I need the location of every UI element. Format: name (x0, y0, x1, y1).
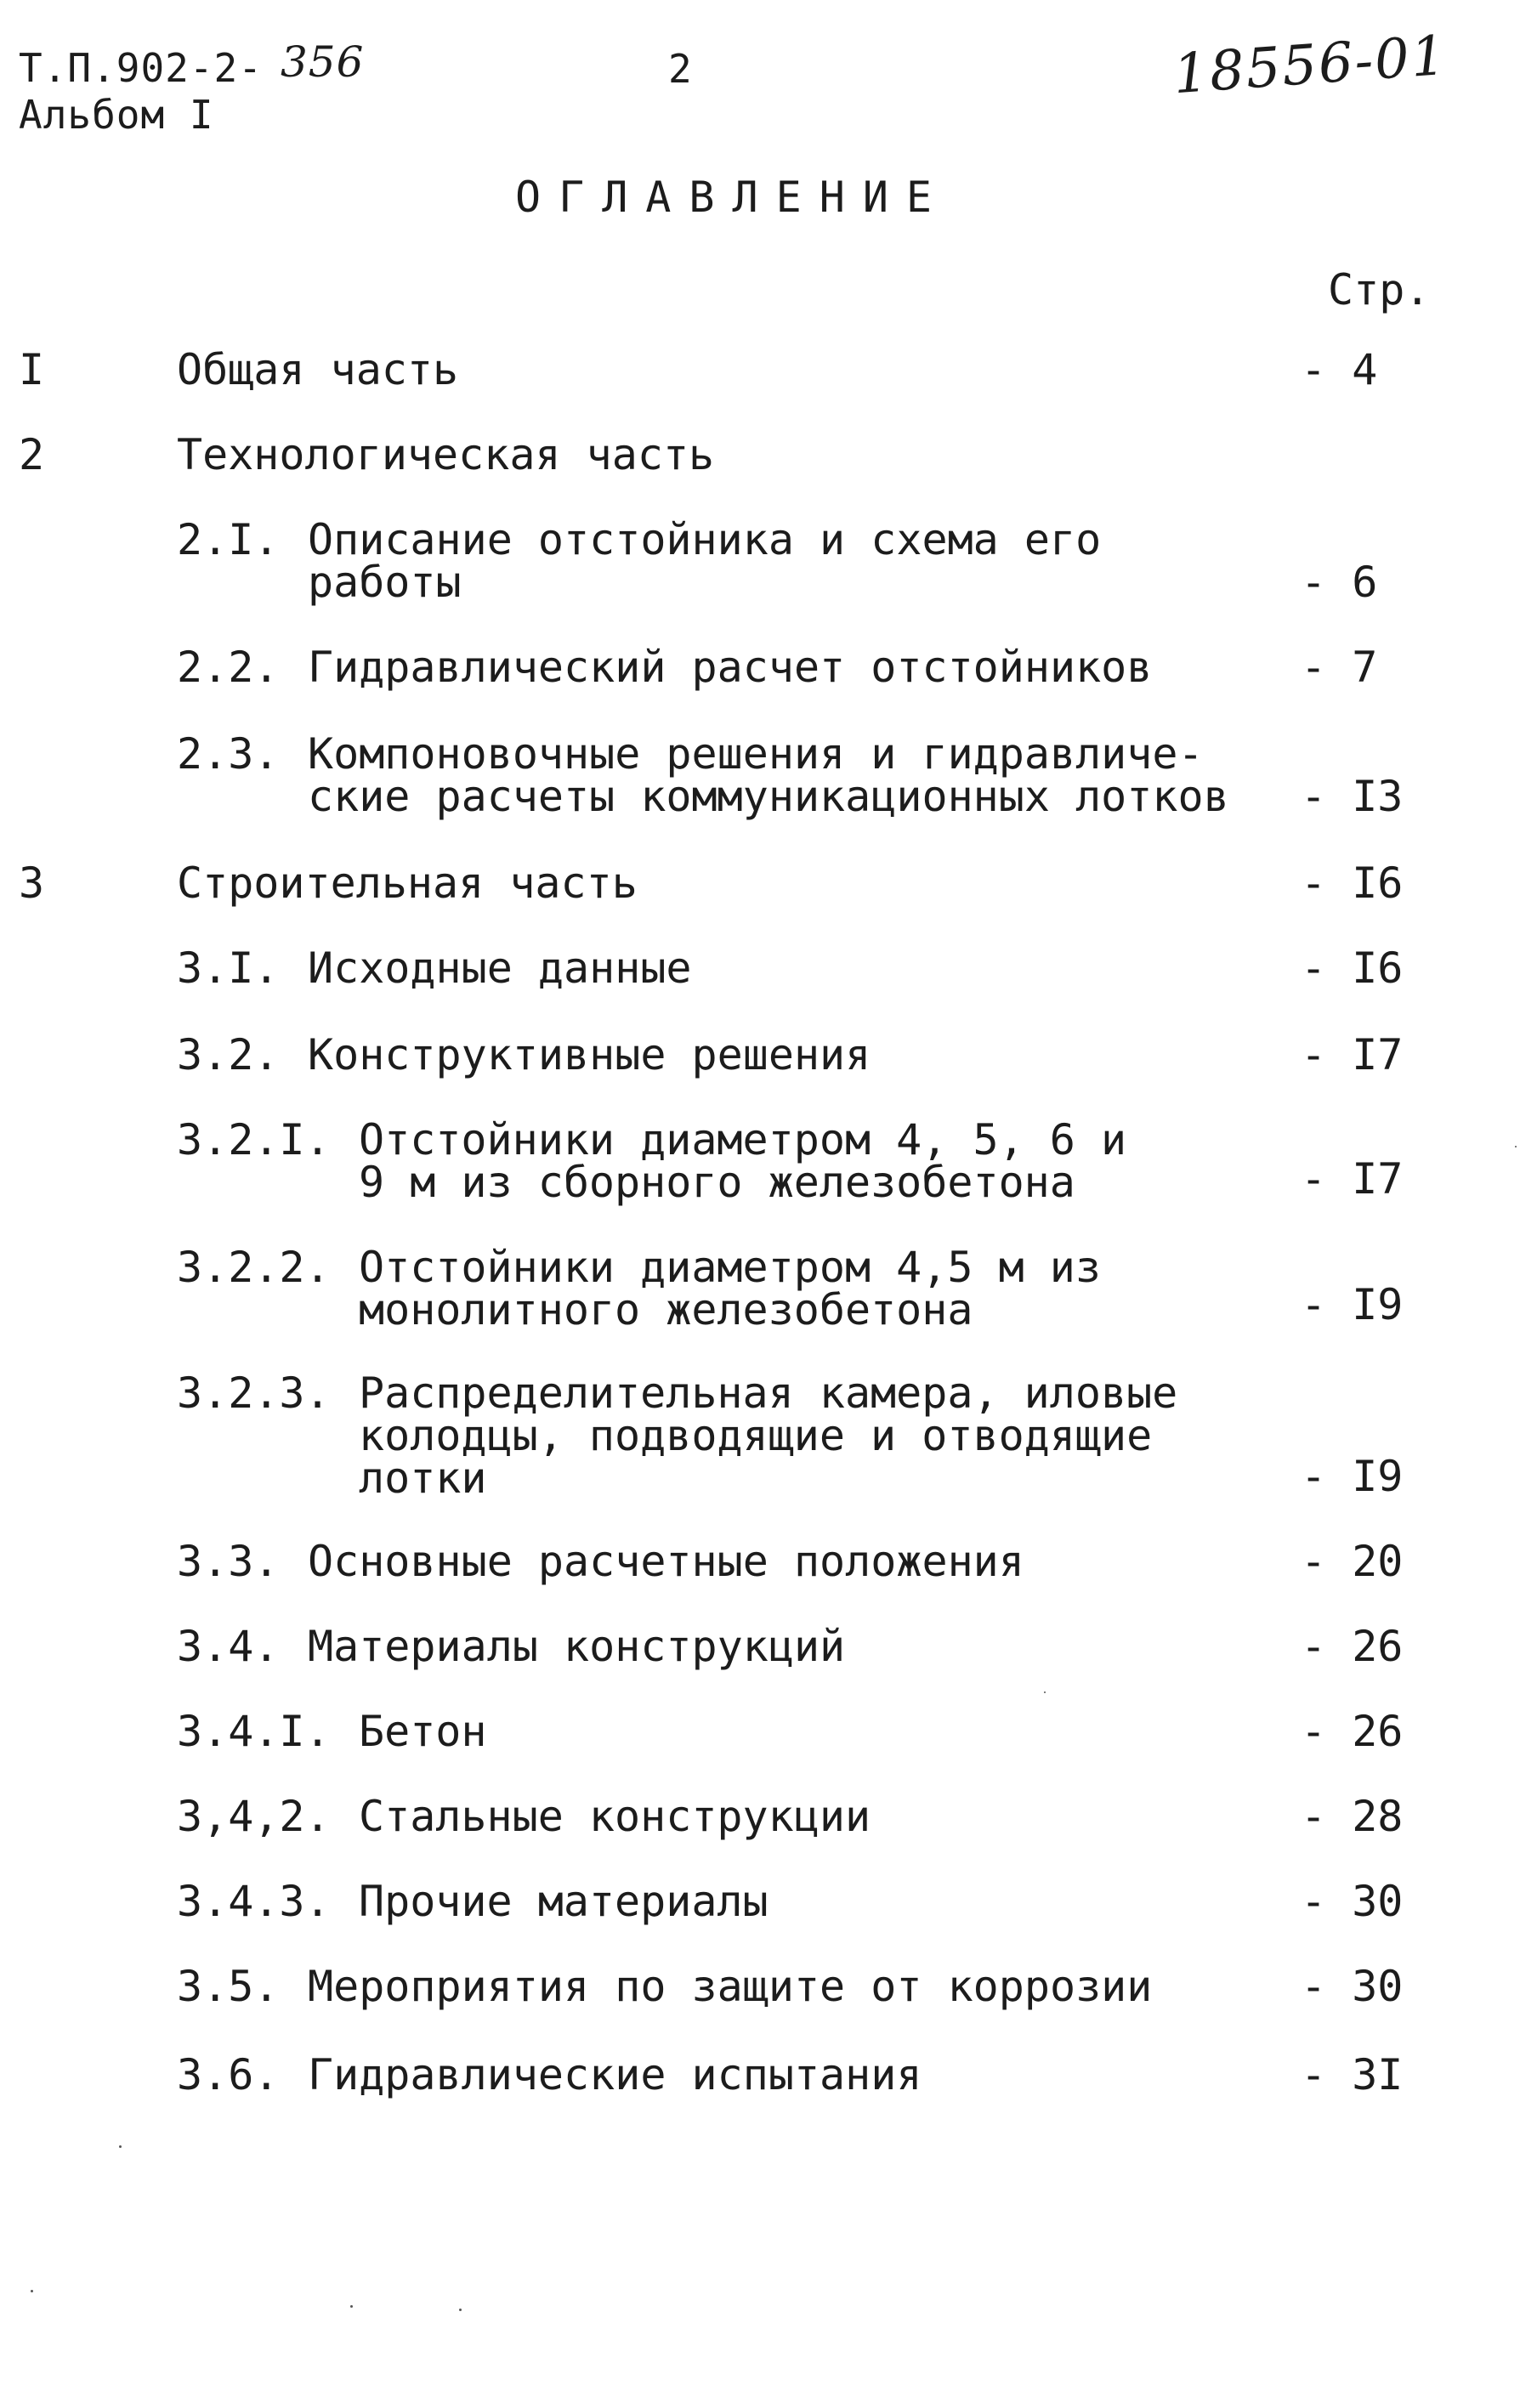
toc-entry-title-line: 9 м из сборного железобетона (359, 1158, 1075, 1207)
toc-entry-page: - 7 (1301, 643, 1378, 692)
toc-entry-number: 3.5. (177, 1962, 280, 2011)
toc-entry-title-line: Отстойники диаметром 4,5 м из (359, 1243, 1101, 1292)
toc-entry-number: 3.4.3. (177, 1877, 331, 1926)
toc-entry-title (359, 1115, 1127, 1207)
toc-entry-number: I (19, 345, 45, 394)
toc-entry-title (308, 943, 692, 993)
toc-entry-title-line: Гидравлический расчет отстойников (308, 643, 1153, 692)
toc-entry-number: 2.2. (177, 643, 280, 692)
toc-entry-title-line: Описание отстойника и схема его (308, 515, 1102, 564)
toc-entry-title-line: Основные расчетные положения (308, 1537, 1024, 1586)
toc-entry-title (177, 345, 459, 394)
page-number: 2 (668, 46, 693, 92)
toc-entry-number: 3 (19, 858, 45, 908)
toc-entry-number: 3.3. (177, 1537, 280, 1586)
toc-entry-page: - 26 (1301, 1622, 1404, 1671)
toc-entry-title-line: Исходные данные (308, 943, 692, 993)
toc-entry-title-line: Конструктивные решения (308, 1030, 871, 1079)
toc-entry-title (359, 1707, 487, 1756)
document-code: Т.П.902-2- (19, 45, 263, 91)
toc-entry-title-line: Мероприятия по защите от коррозии (308, 1962, 1153, 2011)
scan-speck (1515, 1146, 1517, 1147)
toc-entry-number: 3.4.I. (177, 1707, 331, 1756)
toc-entry-title (359, 1243, 1101, 1334)
scan-speck (1044, 1691, 1046, 1693)
scan-speck (119, 2145, 122, 2148)
toc-entry-page: - 6 (1301, 558, 1378, 607)
toc-entry-title (308, 1622, 846, 1671)
toc-entry-page: - I9 (1301, 1452, 1404, 1501)
toc-entry-title-line: монолитного железобетона (359, 1285, 973, 1334)
toc-entry-title-line: работы (308, 558, 462, 607)
toc-entry-title-line: Строительная часть (177, 858, 638, 908)
toc-entry-number: 3.2.I. (177, 1115, 331, 1164)
toc-entry-title-line: Распределительная камера, иловые (359, 1368, 1178, 1418)
toc-entry-title (359, 1368, 1178, 1503)
toc-entry-title-line: Гидравлические испытания (308, 2050, 922, 2099)
toc-entry-page: - 30 (1301, 1962, 1404, 2011)
toc-entry-number: 3.4. (177, 1622, 280, 1671)
toc-entry-title-line: Бетон (359, 1707, 487, 1756)
toc-entry-title-line: колодцы, подводящие и отводящие (359, 1411, 1153, 1460)
toc-entry-title (308, 2050, 922, 2099)
toc-entry-title (308, 515, 1102, 607)
toc-entry-number: 3.6. (177, 2050, 280, 2099)
toc-entry-title (177, 430, 715, 479)
toc-entry-number: 2.I. (177, 515, 280, 564)
toc-entry-title-line: лотки (359, 1453, 487, 1503)
toc-entry-title-line: Прочие материалы (359, 1877, 768, 1926)
toc-entry-number: 3.2.2. (177, 1243, 331, 1292)
toc-entry-title (308, 1030, 871, 1079)
toc-entry-number: 3,4,2. (177, 1792, 331, 1841)
toc-entry-title-line: Отстойники диаметром 4, 5, 6 и (359, 1115, 1127, 1164)
toc-entry-page: - I6 (1301, 858, 1404, 908)
toc-entry-title (308, 1537, 1024, 1586)
toc-entry-number: 3.2. (177, 1030, 280, 1079)
toc-entry-number: 3.I. (177, 943, 280, 993)
toc-entry-page: - I7 (1301, 1030, 1404, 1079)
toc-entry-title (308, 729, 1229, 821)
toc-entry-title-line: Материалы конструкций (308, 1622, 846, 1671)
toc-entry-title (359, 1877, 768, 1926)
page-column-label: Стр. (1328, 265, 1431, 314)
album-label: Альбом I (19, 92, 214, 138)
toc-entry-title-line: Общая часть (177, 345, 459, 394)
toc-entry-title-line: Компоновочные решения и гидравличе- (308, 729, 1204, 779)
toc-entry-number: 2.3. (177, 729, 280, 779)
toc-entry-title (308, 643, 1153, 692)
toc-entry-title (308, 1962, 1153, 2011)
document-code-handwritten: 356 (281, 37, 365, 87)
scan-speck (350, 2305, 353, 2308)
scan-speck (31, 2290, 33, 2292)
toc-entry-number: 2 (19, 430, 45, 479)
toc-entry-title-line: ские расчеты коммуникационных лотков (308, 772, 1229, 821)
toc-title: ОГЛАВЛЕНИЕ (515, 173, 950, 222)
toc-entry-title-line: Технологическая часть (177, 430, 715, 479)
toc-entry-page: - I3 (1301, 772, 1404, 821)
toc-entry-page: - I7 (1301, 1154, 1404, 1204)
toc-entry-number: 3.2.3. (177, 1368, 331, 1418)
toc-entry-title (359, 1792, 871, 1841)
toc-entry-page: - 26 (1301, 1707, 1404, 1756)
toc-entry-page: - 4 (1301, 345, 1378, 394)
toc-entry-page: - 3I (1301, 2050, 1404, 2099)
toc-entry-page: - 30 (1301, 1877, 1404, 1926)
toc-entry-page: - I9 (1301, 1280, 1404, 1329)
scan-speck (459, 2309, 462, 2311)
toc-entry-page: - I6 (1301, 943, 1404, 993)
toc-entry-title-line: Стальные конструкции (359, 1792, 871, 1841)
archive-number-handwritten: 18556-01 (1171, 24, 1449, 107)
toc-entry-page: - 20 (1301, 1537, 1404, 1586)
toc-entry-page: - 28 (1301, 1792, 1404, 1841)
toc-entry-title (177, 858, 638, 908)
